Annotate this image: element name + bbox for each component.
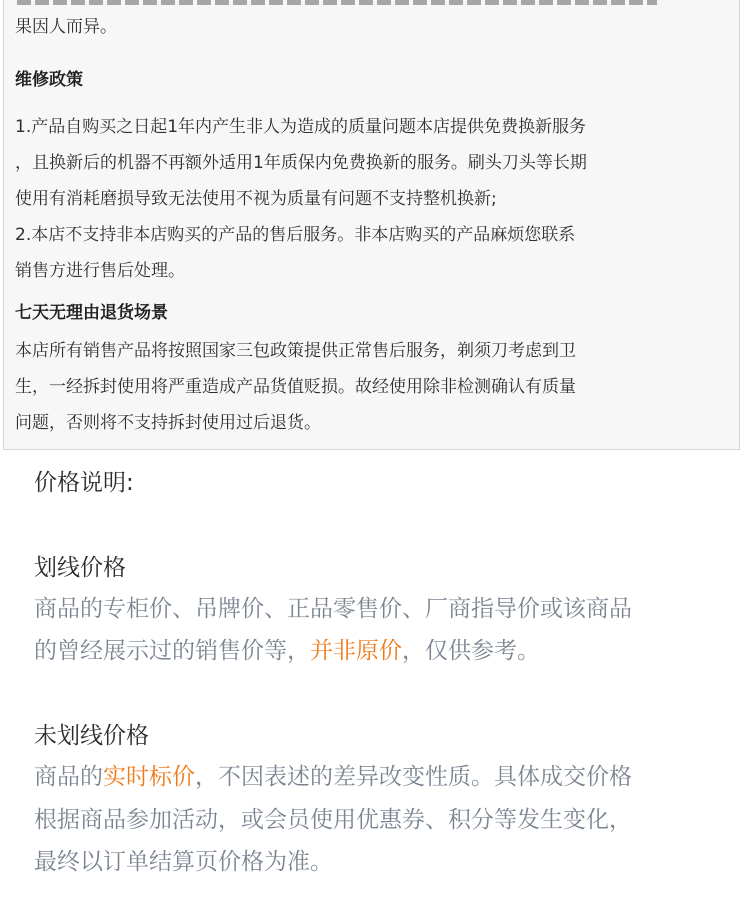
- policy-fragment: 果因人而异。: [15, 17, 117, 37]
- strike-price-title: 划线价格: [34, 555, 126, 581]
- repair-policy-line: 2.本店不支持非本店购买的产品的售后服务。非本店购买的产品麻烦您联系: [15, 225, 576, 245]
- not-original-price-highlight: 并非原价: [310, 638, 402, 664]
- real-time-price-highlight: 实时标价: [103, 764, 195, 790]
- repair-policy-line: 1.产品自购买之日起1年内产生非人为造成的质量问题本店提供免费换新服务: [15, 117, 587, 137]
- unstrike-price-title: 未划线价格: [34, 723, 149, 749]
- repair-policy-heading: 维修政策: [15, 70, 83, 90]
- return-policy-heading: 七天无理由退货场景: [15, 303, 168, 323]
- unstrike-price-text: [34, 762, 632, 792]
- repair-policy-line: 销售方进行售后处理。: [15, 261, 185, 281]
- text-segment: 商品的: [34, 764, 103, 790]
- unstrike-price-text: 根据商品参加活动，或会员使用优惠券、积分等发生变化，: [34, 807, 632, 833]
- repair-policy-line: ，且换新后的机器不再额外适用1年质保内免费换新的服务。刷头刀头等长期: [15, 153, 587, 173]
- repair-policy-line: 使用有消耗磨损导致无法使用不视为质量有问题不支持整机换新;: [15, 189, 497, 209]
- return-policy-line: 生，一经拆封使用将严重造成产品货值贬损。故经使用除非检测确认有质量: [15, 377, 576, 397]
- price-explanation-title: 价格说明:: [34, 470, 134, 496]
- return-policy-line: 问题，否则将不支持拆封使用过后退货。: [15, 413, 321, 433]
- unstrike-price-text: 最终以订单结算页价格为准。: [34, 849, 333, 875]
- return-policy-line: 本店所有销售产品将按照国家三包政策提供正常售后服务，剃须刀考虑到卫: [15, 341, 576, 361]
- strike-price-text: [34, 636, 540, 666]
- cut-off-previous-line: [3, 0, 740, 6]
- text-segment: ，仅供参考。: [402, 638, 540, 664]
- text-segment: 的曾经展示过的销售价等，: [34, 638, 310, 664]
- text-segment: ，不因表述的差异改变性质。具体成交价格: [195, 764, 632, 790]
- strike-price-text: 商品的专柜价、吊牌价、正品零售价、厂商指导价或该商品: [34, 596, 632, 622]
